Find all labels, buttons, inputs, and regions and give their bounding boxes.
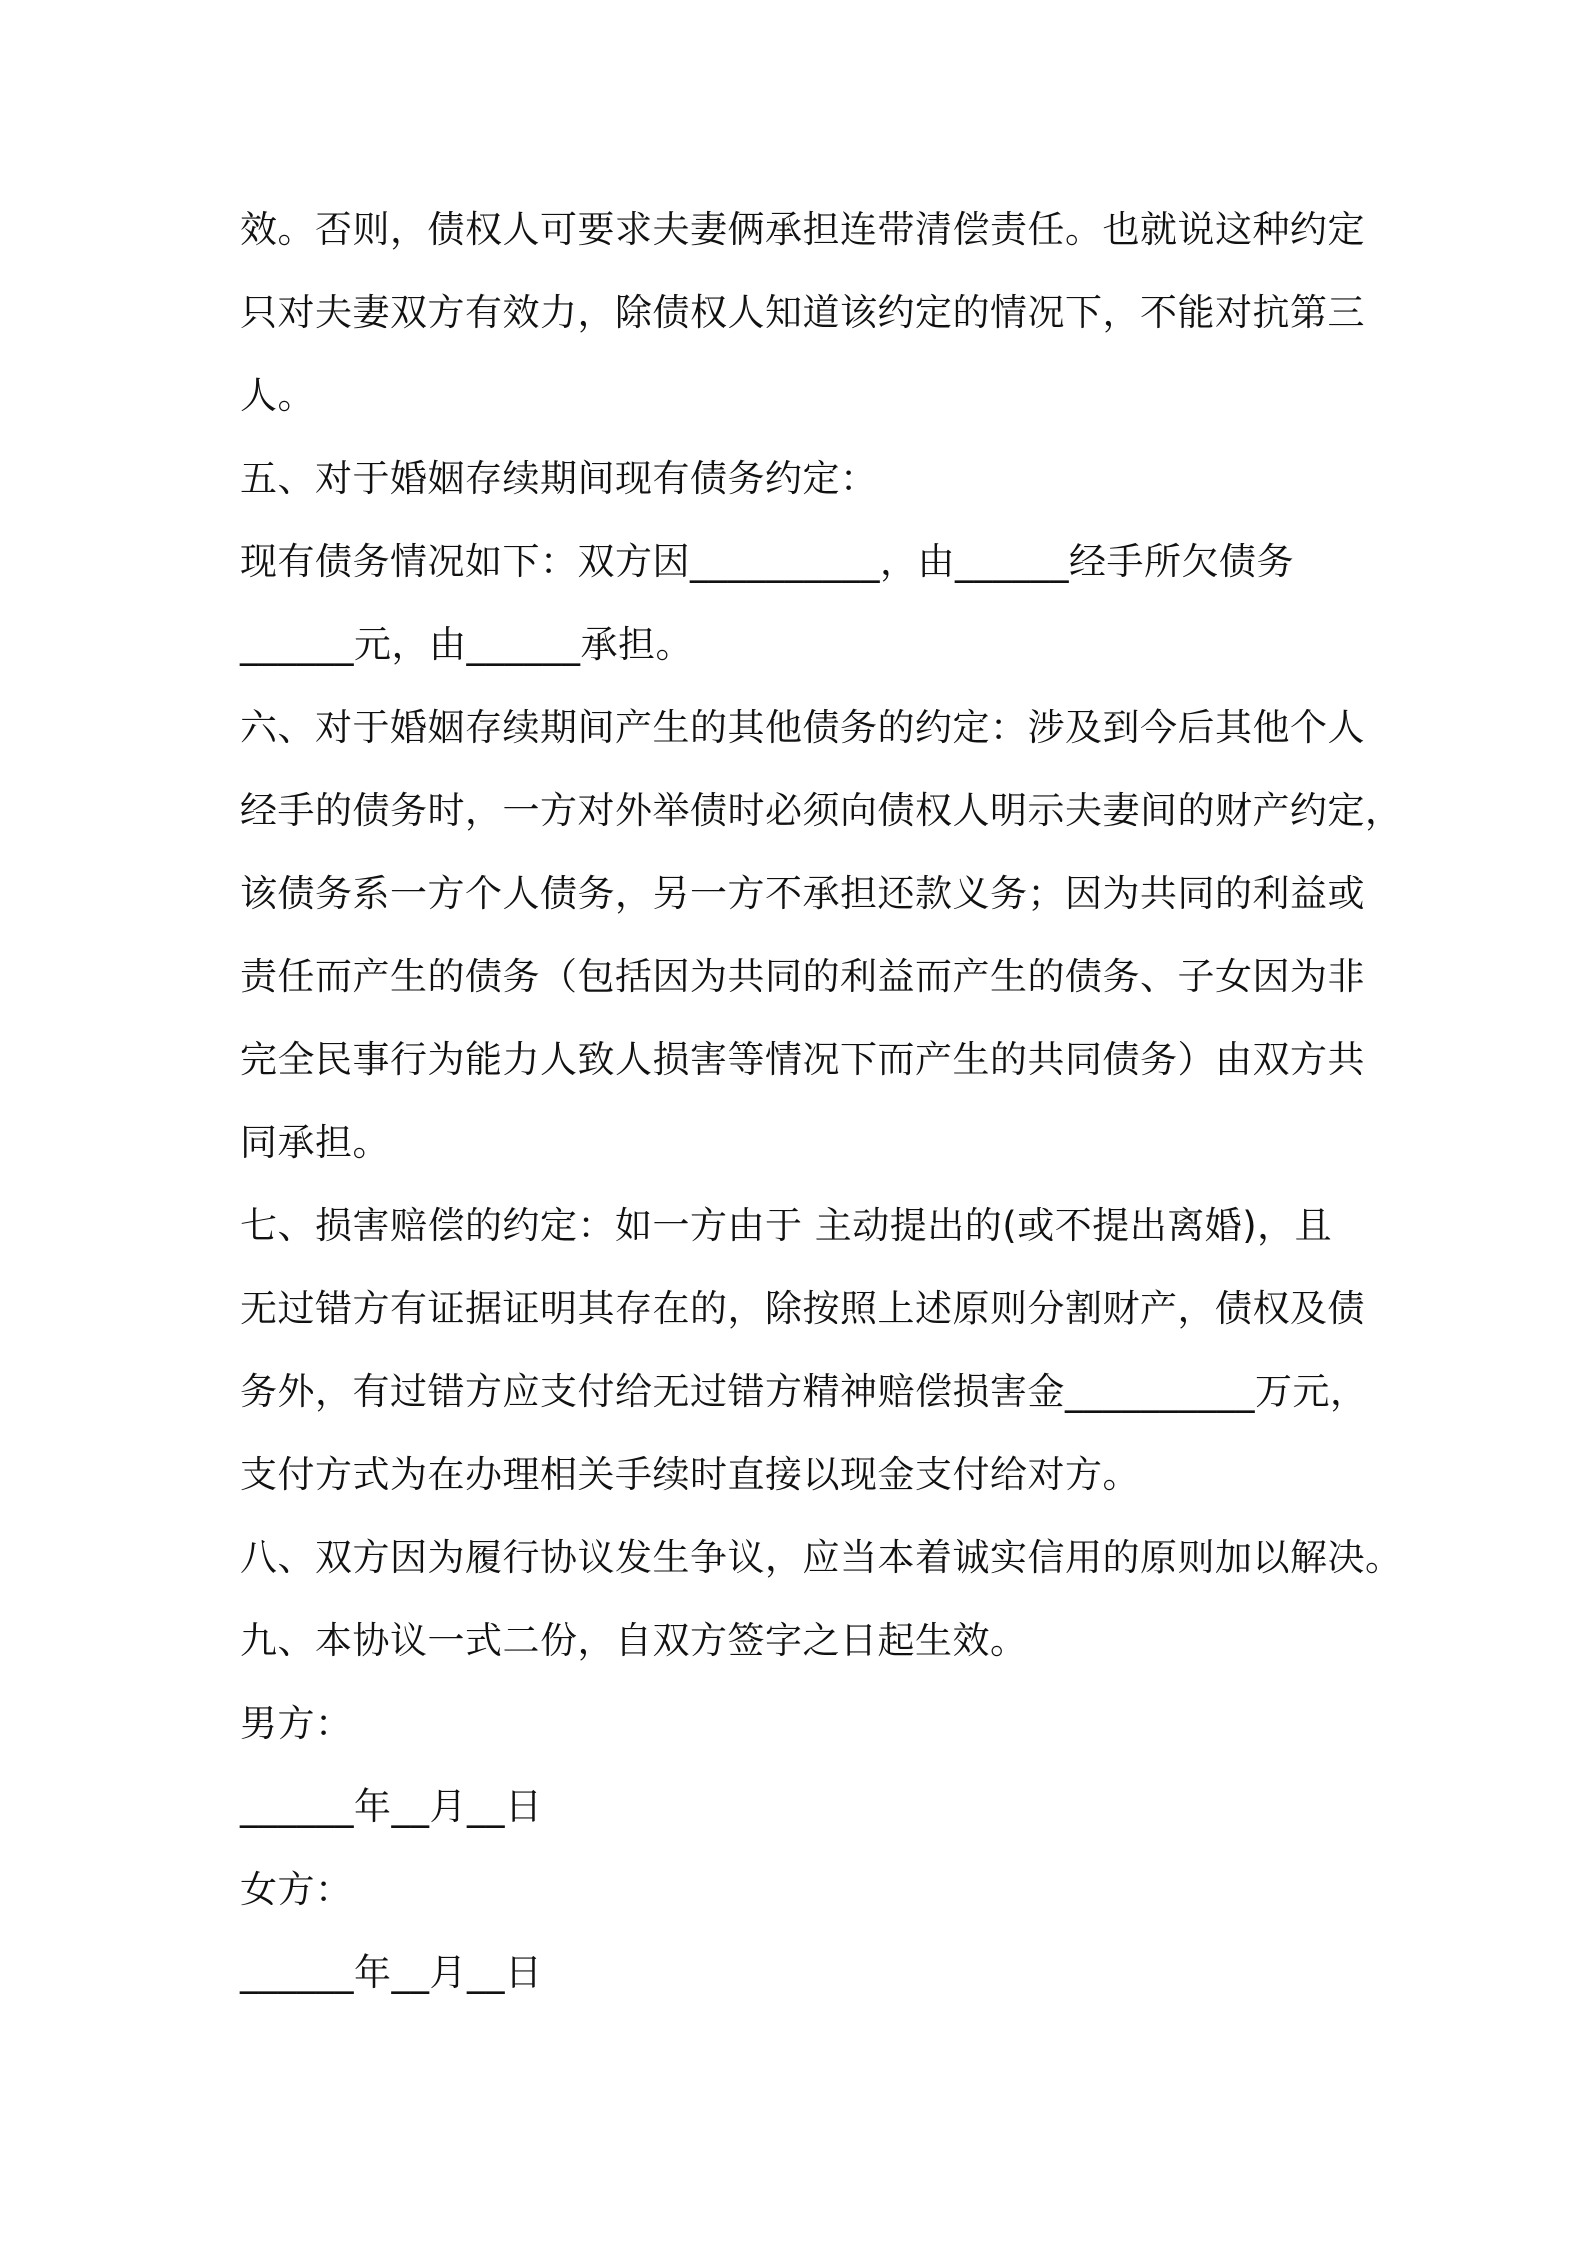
female-date-line: ______年__月__日 <box>240 1951 543 1994</box>
section-heading-6: 六、对于婚姻存续期间产生的其他债务的约定：涉及到今后其他个人 <box>240 706 1365 749</box>
text-line: 该债务系一方个人债务，另一方不承担还款义务；因为共同的利益或 <box>240 872 1365 915</box>
text-line: 务外，有过错方应支付给无过错方精神赔偿损害金__________万元， <box>240 1370 1368 1413</box>
text-line: 完全民事行为能力人致人损害等情况下而产生的共同债务）由双方共 <box>240 1038 1365 1081</box>
section-heading-9: 九、本协议一式二份，自双方签字之日起生效。 <box>240 1619 1028 1662</box>
text-line: 现有债务情况如下：双方因__________，由______经手所欠债务 <box>240 540 1294 583</box>
section-heading-8: 八、双方因为履行协议发生争议，应当本着诚实信用的原则加以解决。 <box>240 1536 1403 1579</box>
text-line: 同承担。 <box>240 1121 390 1164</box>
text-line: 支付方式为在办理相关手续时直接以现金支付给对方。 <box>240 1453 1140 1496</box>
text-line: ______元，由______承担。 <box>240 623 693 666</box>
text-line: 责任而产生的债务（包括因为共同的利益而产生的债务、子女因为非 <box>240 955 1365 998</box>
section-heading-5: 五、对于婚姻存续期间现有债务约定： <box>240 457 878 500</box>
section-heading-7: 七、损害赔偿的约定：如一方由于 主动提出的(或不提出离婚)，且 <box>240 1204 1333 1247</box>
male-party-label: 男方： <box>240 1702 353 1745</box>
male-date-line: ______年__月__日 <box>240 1785 543 1828</box>
text-line: 效。否则，债权人可要求夫妻俩承担连带清偿责任。也就说这种约定 <box>240 208 1365 251</box>
text-line: 人。 <box>240 374 315 417</box>
text-line: 只对夫妻双方有效力，除债权人知道该约定的情况下，不能对抗第三 <box>240 291 1365 334</box>
text-line: 经手的债务时，一方对外举债时必须向债权人明示夫妻间的财产约定， <box>240 789 1403 832</box>
text-line: 无过错方有证据证明其存在的，除按照上述原则分割财产，债权及债 <box>240 1287 1365 1330</box>
female-party-label: 女方： <box>240 1868 353 1911</box>
